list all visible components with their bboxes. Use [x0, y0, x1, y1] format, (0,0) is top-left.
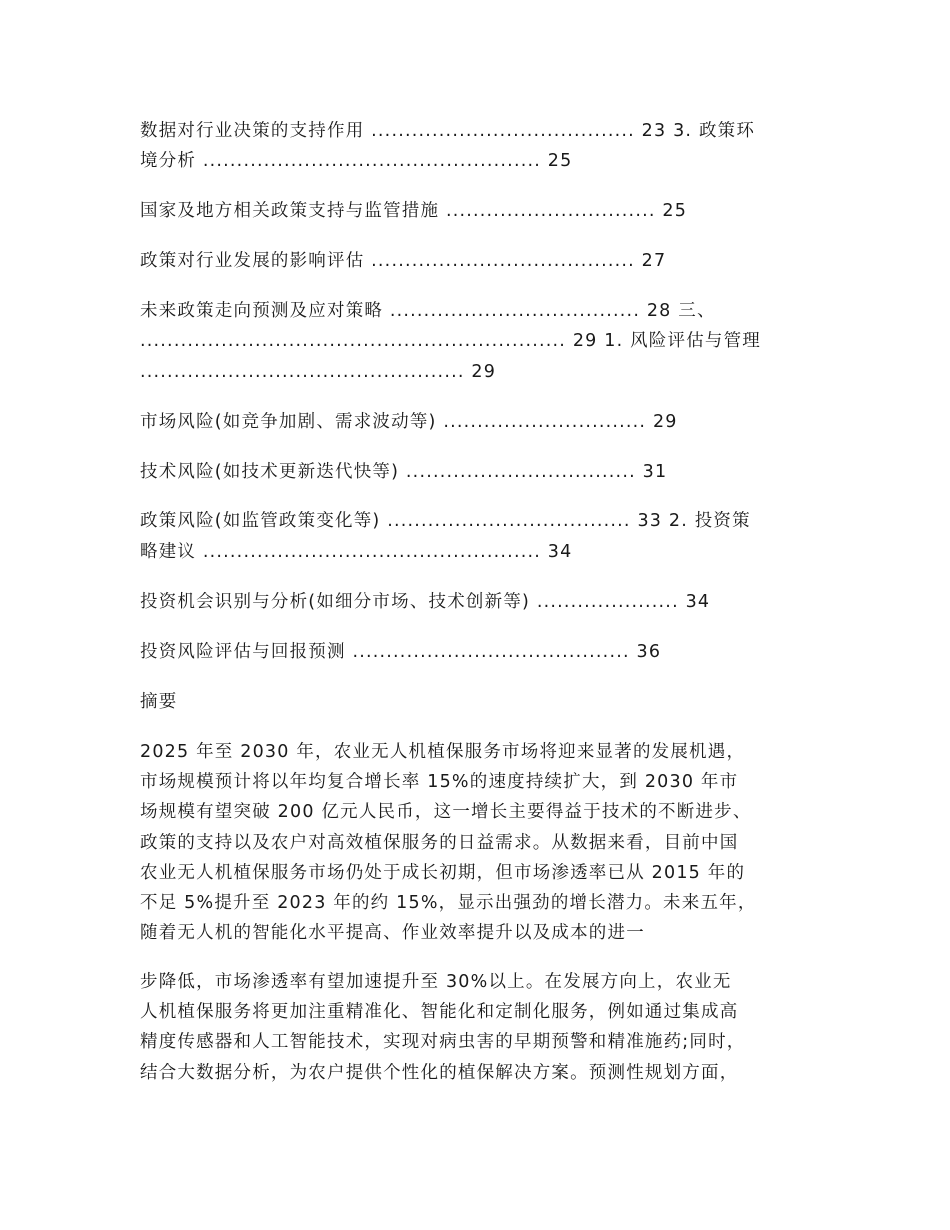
toc-line: 境分析 .................................................. 25: [140, 151, 573, 171]
paragraph-line: 农业无人机植保服务市场仍处于成长初期，但市场渗透率已从 2015 年的: [140, 863, 746, 883]
toc-line: 投资风险评估与回报预测 ......................................... 36: [140, 642, 662, 662]
paragraph-line: 步降低，市场渗透率有望加速提升至 30%以上。在发展方向上，农业无: [140, 972, 732, 992]
toc-line: 投资机会识别与分析(如细分市场、技术创新等) ..................... 34: [140, 592, 711, 612]
paragraph-line: 市场规模预计将以年均复合增长率 15%的速度持续扩大，到 2030 年市: [140, 772, 739, 792]
paragraph-line: 2025 年至 2030 年，农业无人机植保服务市场将迎来显著的发展机遇，: [140, 742, 746, 762]
paragraph-line: 结合大数据分析，为农户提供个性化的植保解决方案。预测性规划方面，: [140, 1063, 739, 1083]
paragraph-line: 不足 5%提升至 2023 年的约 15%，显示出强劲的增长潜力。未来五年，: [140, 893, 757, 913]
toc-line: 未来政策走向预测及应对策略 ..................................... 28 三、: [140, 301, 716, 321]
paragraph-line: 场规模有望突破 200 亿元人民币，这一增长主要得益于技术的不断进步、: [140, 802, 752, 822]
summary-heading: 摘要: [140, 692, 178, 712]
paragraph-line: 政策的支持以及农户对高效植保服务的日益需求。从数据来看，目前中国: [140, 833, 739, 853]
toc-line: ............................................................... 29 1. 风险评估与管理: [140, 331, 762, 351]
toc-line: ................................................ 29: [140, 362, 497, 382]
toc-line: 略建议 .................................................. 34: [140, 542, 573, 562]
toc-line: 市场风险(如竞争加剧、需求波动等) .............................. 29: [140, 412, 678, 432]
paragraph-line: 精度传感器和人工智能技术，实现对病虫害的早期预警和精准施药;同时，: [140, 1032, 746, 1052]
toc-line: 政策对行业发展的影响评估 ....................................... 27: [140, 251, 667, 271]
toc-line: 技术风险(如技术更新迭代快等) .................................. 31: [140, 462, 668, 482]
toc-line: 国家及地方相关政策支持与监管措施 ............................... 25: [140, 201, 688, 221]
toc-line: 数据对行业决策的支持作用 ....................................... 23 3. 政策环: [140, 121, 756, 141]
paragraph-line: 人机植保服务将更加注重精准化、智能化和定制化服务，例如通过集成高: [140, 1002, 739, 1022]
paragraph-line: 随着无人机的智能化水平提高、作业效率提升以及成本的进一: [140, 923, 645, 943]
toc-line: 政策风险(如监管政策变化等) .................................... 33 2. 投资策: [140, 511, 751, 531]
